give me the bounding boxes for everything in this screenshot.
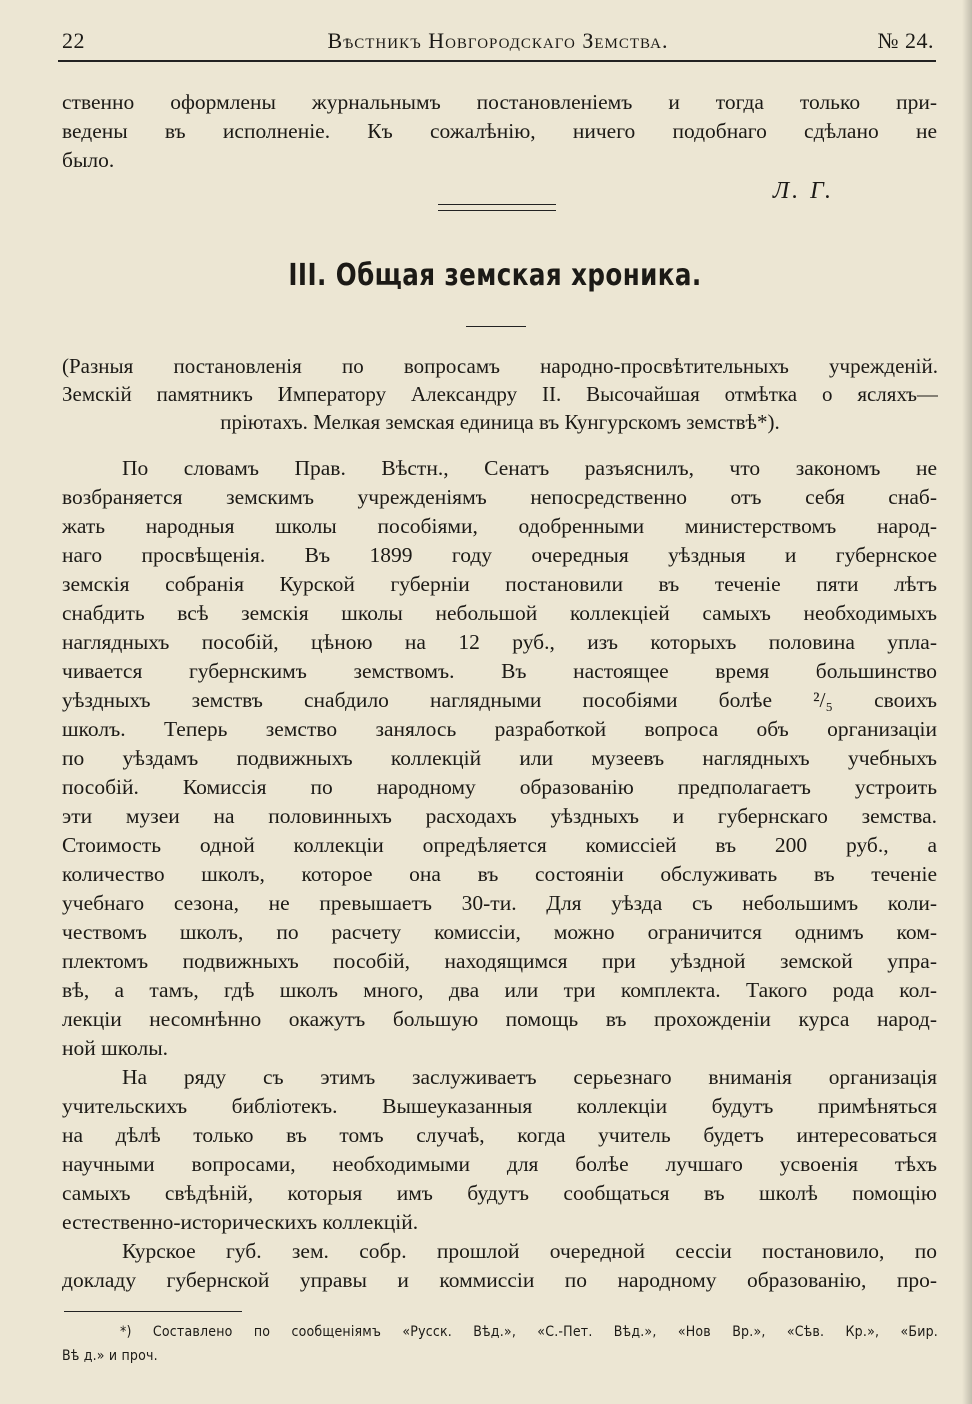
footnote-rule — [64, 1311, 242, 1312]
footnote-line: Вѣ д.» и проч. — [62, 1348, 158, 1364]
paragraph-3 — [62, 1237, 937, 1295]
text-line: На ряду съ этимъ заслуживаетъ серьезнаго вниманія организація — [122, 1065, 937, 1089]
text-line: докладу губернской управы и коммиссіи по народному образованію, про- — [62, 1268, 937, 1292]
text-line: школъ. Теперь земство занялось разработкой вопроса объ организаціи — [62, 717, 937, 741]
section-divider — [438, 204, 556, 211]
text-line: учебнаго сезона, не превышаетъ 30-ти. Для уѣзда съ небольшимъ коли- — [62, 891, 937, 915]
paragraph-1 — [62, 454, 937, 1063]
summary-line: (Разныя постановленія по вопросамъ народно-просвѣтительныхъ учрежденій. — [62, 354, 938, 378]
text-line: наглядныхъ пособій, цѣною на 12 руб., изъ которыхъ половина упла- — [62, 630, 937, 654]
text-line: чивается губернскимъ земствомъ. Въ настоящее время большинство — [62, 659, 937, 683]
text-line: ведены въ исполненіе. Къ сожалѣнію, ничего подобнаго сдѣлано не — [62, 119, 937, 143]
page-header — [62, 24, 934, 54]
author-signature: Л. Г. — [772, 178, 834, 204]
text-line: чествомъ школъ, по расчету комиссіи, можно ограничится однимъ ком- — [62, 920, 937, 944]
text-line: самыхъ свѣдѣній, которыя имъ будутъ сообщаться въ школѣ помощію — [62, 1181, 937, 1205]
intro-paragraph — [62, 88, 937, 175]
text-line: эти музеи на половинныхъ расходахъ уѣздныхъ и губернскаго земства. — [62, 804, 937, 828]
text-line: снабдить всѣ земскія школы небольшой коллекціей самыхъ необходимыхъ — [62, 601, 937, 625]
header-rule — [58, 60, 936, 62]
text-line: Стоимость одной коллекціи опредѣляется комиссіей въ 200 руб., а — [62, 833, 937, 857]
text-line: лекціи несомнѣнно окажутъ большую помощь въ прохожденіи курса народ- — [62, 1007, 937, 1031]
page-edge-shadow — [962, 0, 972, 1404]
text-line: уѣздныхъ земствъ снабдило наглядными пособіями болѣе ²/₅ своихъ — [62, 688, 937, 712]
text-line: земскія собранія Курской губерніи постановили въ теченіе пяти лѣтъ — [62, 572, 937, 596]
text-line: естественно-историческихъ коллекцій. — [62, 1210, 419, 1234]
text-line: количество школъ, которое она въ состояніи обслуживать въ теченіе — [62, 862, 937, 886]
summary-line: пріютахъ. Мелкая земская единица въ Кунгурскомъ земствѣ*). — [220, 410, 780, 434]
text-line: научными вопросами, необходимыми для болѣе лучшаго усвоенія тѣхъ — [62, 1152, 937, 1176]
body-text — [62, 454, 937, 1295]
text-line: было. — [62, 148, 115, 172]
paragraph-2 — [62, 1063, 937, 1237]
text-line: на дѣлѣ только въ томъ случаѣ, когда учитель будетъ интересоваться — [62, 1123, 937, 1147]
footnote — [62, 1320, 938, 1368]
text-line: плектомъ подвижныхъ пособій, находящимся при уѣздной земской упра- — [62, 949, 937, 973]
title-rule — [466, 326, 526, 327]
text-line: ственно оформлены журнальнымъ постановленіемъ и тогда только при- — [62, 90, 937, 114]
section-title: III. Общая земская хроника. — [288, 258, 702, 293]
text-line: жать народныя школы пособіями, одобренными министерствомъ народ- — [62, 514, 937, 538]
text-line: возбраняется земскимъ учрежденіямъ непосредственно отъ себя снаб- — [62, 485, 937, 509]
text-line: учительскихъ библіотекъ. Вышеуказанныя коллекціи будутъ примѣняться — [62, 1094, 937, 1118]
text-line: вѣ, а тамъ, гдѣ школъ много, два или три комплекта. Такого рода кол- — [62, 978, 937, 1002]
text-line: пособій. Комиссія по народному образованію предполагаетъ устроить — [62, 775, 937, 799]
journal-title: Вѣстникъ Новгородскаго Земства. — [327, 28, 669, 53]
issue-number: № 24. — [877, 28, 934, 53]
text-line: По словамъ Прав. Вѣстн., Сенатъ разъяснилъ, что закономъ не — [122, 456, 937, 480]
summary-line: Земскій памятникъ Императору Александру II. Высочайшая отмѣтка о ясляхъ— — [62, 382, 938, 406]
text-line: наго просвѣщенія. Въ 1899 году очередныя уѣздныя и губернское — [62, 543, 937, 567]
text-line: по уѣздамъ подвижныхъ коллекцій или музеевъ наглядныхъ учебныхъ — [62, 746, 937, 770]
section-summary — [62, 352, 938, 436]
page-number: 22 — [62, 28, 85, 53]
text-line: Курское губ. зем. собр. прошлой очередной сессіи постановило, по — [122, 1239, 937, 1263]
footnote-line: *) Составлено по сообщеніямъ «Русск. Вѣд.», «С.-Пет. Вѣд.», «Нов Вр.», «Сѣв. Кр.», «Бир. — [120, 1324, 938, 1340]
text-line: ной школы. — [62, 1036, 169, 1060]
